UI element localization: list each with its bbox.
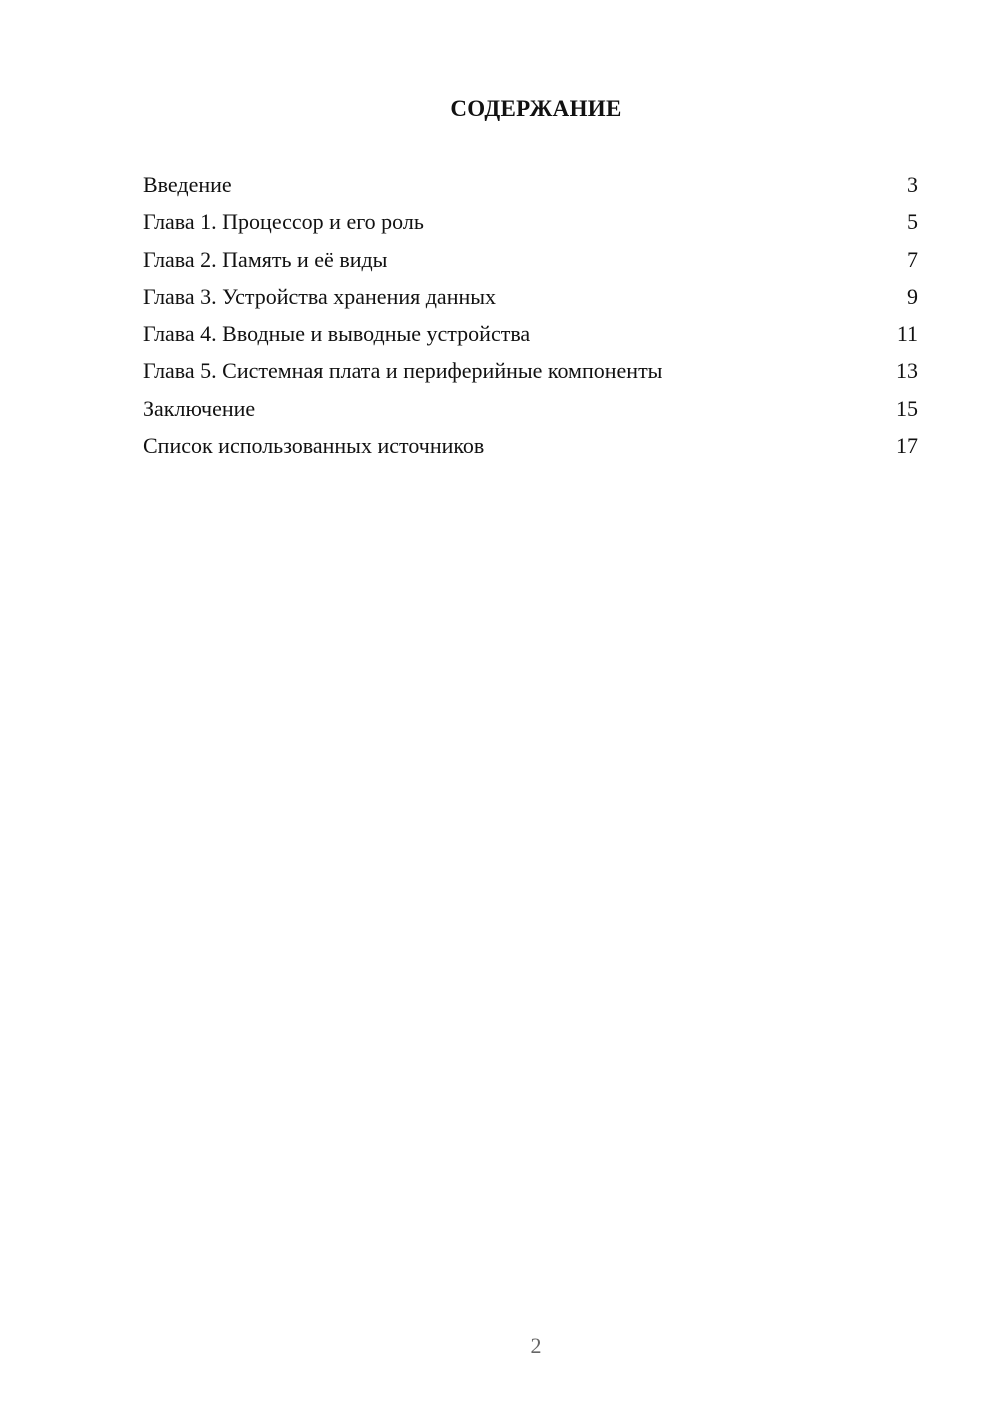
toc-entry-label: Список использованных источников [143,433,485,459]
toc-entry-introduction[interactable] [143,170,918,207]
toc-entry-chapter-2[interactable] [143,245,918,282]
toc-entry-chapter-1[interactable] [143,207,918,244]
toc-entry-label: Глава 1. Процессор и его роль [143,209,424,235]
page-number: 2 [530,1333,542,1358]
toc-entry-label: Глава 3. Устройства хранения данных [143,283,497,309]
toc-entry-page: 9 [907,283,918,309]
toc-entry-page: 7 [907,246,918,272]
toc-entry-label: Глава 2. Память и её виды [143,246,388,272]
toc-entry-label: Глава 5. Системная плата и периферийные компоненты [143,358,663,384]
toc-entry-page: 17 [896,433,918,459]
toc-entry-label: Введение [143,172,232,197]
toc-entry-chapter-4[interactable] [143,319,918,356]
toc-entry-references[interactable] [143,431,918,468]
toc-entry-page: 3 [907,172,918,197]
toc-entry-chapter-3[interactable] [143,282,918,319]
toc-entry-page: 5 [907,209,918,235]
page-title: СОДЕРЖАНИЕ [450,96,622,121]
table-of-contents [143,170,918,468]
toc-entry-page: 15 [896,395,918,421]
toc-entry-page: 13 [896,358,918,384]
toc-entry-conclusion[interactable] [143,394,918,431]
toc-entry-label: Заключение [143,395,256,421]
toc-entry-label: Глава 4. Вводные и выводные устройства [143,321,531,347]
toc-entry-chapter-5[interactable] [143,356,918,393]
toc-entry-page: 11 [896,321,918,347]
